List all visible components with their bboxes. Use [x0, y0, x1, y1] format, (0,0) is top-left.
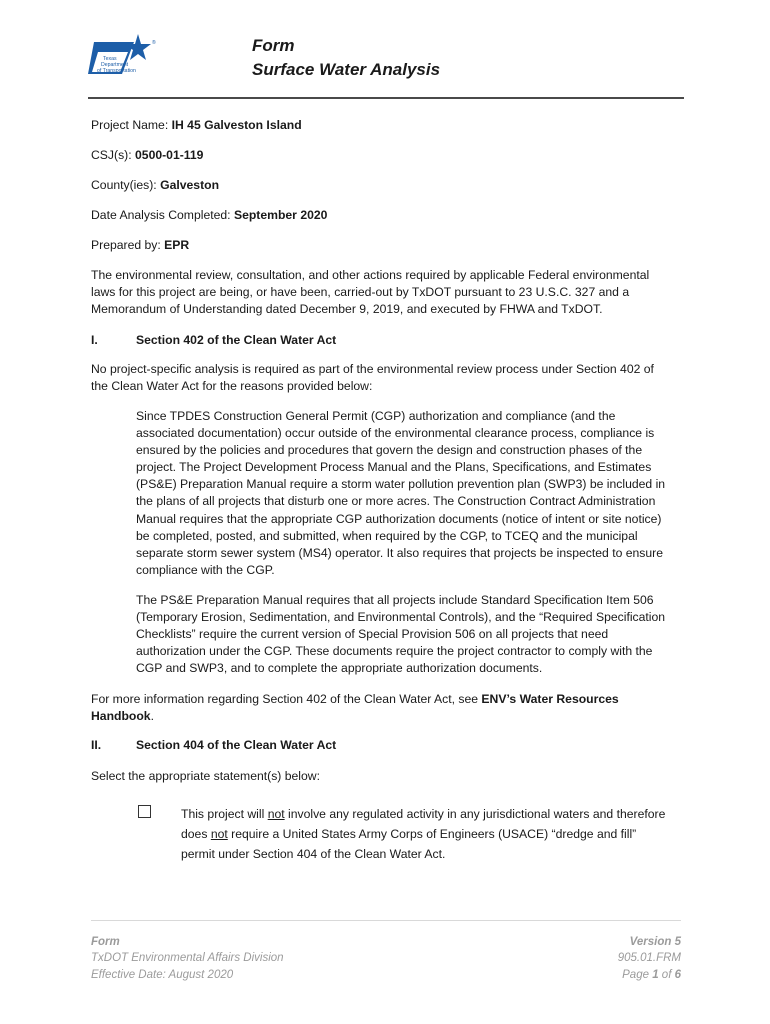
- form-label: Form: [252, 36, 295, 55]
- section-2-heading: [91, 738, 336, 752]
- prepared-by-field: [91, 238, 189, 252]
- county-field: [91, 178, 219, 192]
- section-2-title: Section 404 of the Clean Water Act: [136, 738, 337, 752]
- footer-left: [91, 934, 284, 983]
- county-value: Galveston: [160, 178, 220, 192]
- logo-line3: of Transportation: [97, 68, 136, 74]
- csj-label: CSJ(s):: [91, 148, 136, 162]
- county-label: County(ies):: [91, 178, 161, 192]
- section-1-more-info: [91, 691, 674, 725]
- txdot-star-logo: [88, 34, 168, 82]
- statement-text-b: involve any regulated activity in any jurisdictional waters and therefore does: [181, 807, 666, 841]
- form-header: [88, 34, 684, 100]
- logo-line2: Department: [101, 62, 129, 68]
- statement-text-c: require a United States Army Corps of Engineers (USACE) “dredge and fill” permit under Section 404 of the Clean Water Act.: [181, 827, 637, 861]
- more-info-text: For more information regarding Section 402 of the Clean Water Act, see: [91, 692, 482, 706]
- section-2-lead: Select the appropriate statement(s) below:: [91, 769, 320, 783]
- svg-text:®: ®: [152, 40, 156, 46]
- section-1-number: I.: [91, 333, 98, 347]
- intro-paragraph: The environmental review, consultation, and other actions required by applicable Federal environmental laws for this project are being, or have been, carried-out by TxDOT pursuant to 23 U.S.C. 327 and a Memorandum of Understanding dated December 9, 2019, and executed by FHWA and TxDOT.: [91, 268, 650, 316]
- statement-text-a: This project will: [181, 807, 268, 821]
- csj-field: [91, 148, 203, 162]
- water-resources-handbook-link[interactable]: ENV’s Water Resources Handbook: [91, 692, 619, 723]
- section-1-paragraph-2: The PS&E Preparation Manual requires that all projects include Standard Specification Item 506 (Temporary Erosion, Sedimentation, and Environmental Controls), and the “Required Specification Checklists” require the current version of Special Provision 506 on all projects that need authorization under the CGP. These documents require the project contractor to comply with the CGP and SWP3, and to complete the appropriate authorization documents.: [136, 593, 666, 676]
- logo-line1: Texas: [103, 56, 117, 62]
- footer-divider: [91, 920, 681, 921]
- footer-version: Version 5: [629, 936, 681, 948]
- section-1-paragraph-1: Since TPDES Construction General Permit (CGP) authorization and compliance (and the associated documentation) occur outside of the environmental clearance process, compliance is ensured by the policies and procedures that govern the design and construction phases of the project. The Project Development Process Manual and the Plans, Specifications, and Estimates (PS&E) Preparation Manual require a storm water pollution prevention plan (SWP3) be included in the plans of all projects that disturb one or more acres. The Construction Contract Administration Manual requires that the appropriate CGP authorization documents (notice of intent or site notice) be completed, posted, and submitted, when required by the CGP, to TCEQ and the municipal separate storm sewer system (MS4) operator. It also requires that projects be inspected to ensure compliance with the CGP.: [136, 409, 666, 577]
- no-regulated-activity-checkbox[interactable]: [138, 805, 151, 818]
- prepared-value: EPR: [164, 238, 190, 252]
- footer-form-code: 905.01.FRM: [617, 952, 681, 965]
- footer-page-number: [618, 967, 681, 983]
- form-title: Surface Water Analysis: [252, 60, 441, 79]
- header-divider: [88, 97, 684, 99]
- page-current: 1: [652, 968, 659, 981]
- more-info-suffix: .: [150, 709, 154, 723]
- footer-form-label: Form: [91, 936, 120, 948]
- page-prefix: Page: [622, 968, 653, 981]
- page-of: of: [658, 968, 675, 981]
- section-1-heading: [91, 333, 336, 347]
- section-2-number: II.: [91, 738, 102, 752]
- section-1-title: Section 402 of the Clean Water Act: [136, 333, 337, 347]
- project-name-value: IH 45 Galveston Island: [171, 118, 302, 132]
- csj-value: 0500-01-119: [135, 148, 204, 162]
- statement-not-2: not: [210, 827, 228, 841]
- footer-division: TxDOT Environmental Affairs Division: [91, 952, 284, 965]
- statement-not-1: not: [267, 807, 285, 821]
- prepared-label: Prepared by:: [91, 238, 165, 252]
- no-regulated-activity-statement: [181, 804, 671, 864]
- project-name-label: Project Name:: [91, 118, 172, 132]
- date-label: Date Analysis Completed:: [91, 208, 234, 222]
- section-1-lead: No project-specific analysis is required as part of the environmental review process under Section 402 of the Clean Water Act for the reasons provided below:: [91, 362, 654, 393]
- date-value: September 2020: [233, 208, 328, 222]
- project-name-field: [91, 118, 302, 132]
- footer-effective-date: Effective Date: August 2020: [91, 968, 234, 981]
- date-field: [91, 208, 327, 222]
- footer-right: [618, 934, 681, 983]
- page-total: 6: [674, 968, 681, 981]
